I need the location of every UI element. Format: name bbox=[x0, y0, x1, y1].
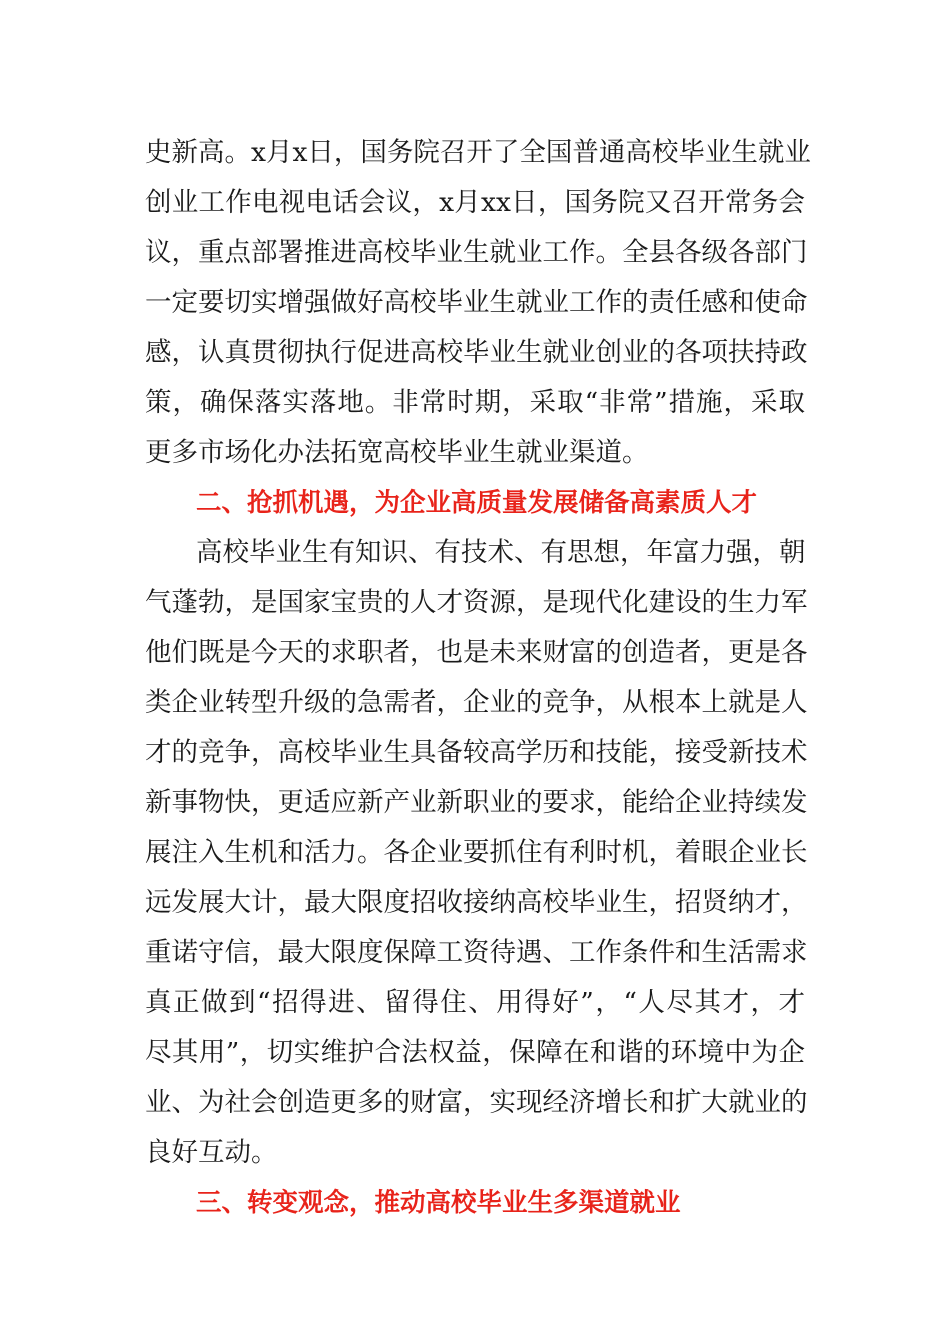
paragraph-line: 新事物快，更适应新产业新职业的要求，能给企业持续发 bbox=[145, 787, 808, 818]
paragraph-line: 他们既是今天的求职者，也是未来财富的创造者，更是各 bbox=[145, 637, 808, 668]
paragraph-line: 史新高。x月x日，国务院召开了全国普通高校毕业生就业 bbox=[145, 137, 811, 168]
paragraph-line: 业、为社会创造更多的财富，实现经济增长和扩大就业的 bbox=[145, 1087, 808, 1118]
paragraph-line: 重诺守信，最大限度保障工资待遇、工作条件和生活需求 bbox=[145, 937, 808, 968]
paragraph-first-line: 高校毕业生有知识、有技术、有思想，年富力强，朝 bbox=[196, 537, 806, 568]
paragraph-line: 策，确保落实落地。非常时期，采取“非常”措施，采取 bbox=[145, 387, 805, 418]
section-heading-2: 二、抢抓机遇，为企业高质量发展储备高素质人才 bbox=[196, 488, 758, 518]
paragraph-line: 真正做到“招得进、留得住、用得好”，“人尽其才，才 bbox=[145, 987, 805, 1018]
paragraph-line: 气蓬勃，是国家宝贵的人才资源，是现代化建设的生力军 bbox=[145, 587, 808, 618]
paragraph-line: 创业工作电视电话会议，x月xx日，国务院又召开常务会 bbox=[145, 187, 805, 218]
paragraph-line-last: 良好互动。 bbox=[145, 1137, 278, 1168]
paragraph-line: 尽其用”，切实维护合法权益，保障在和谐的环境中为企 bbox=[145, 1037, 805, 1068]
paragraph-line-last: 更多市场化办法拓宽高校毕业生就业渠道。 bbox=[145, 437, 649, 468]
paragraph-line: 远发展大计，最大限度招收接纳高校毕业生，招贤纳才， bbox=[145, 887, 808, 918]
section-heading-3: 三、转变观念，推动高校毕业生多渠道就业 bbox=[196, 1188, 681, 1218]
paragraph-line: 议，重点部署推进高校毕业生就业工作。全县各级各部门 bbox=[145, 237, 808, 268]
paragraph-line: 一定要切实增强做好高校毕业生就业工作的责任感和使命 bbox=[145, 287, 808, 318]
paragraph-line: 感，认真贯彻执行促进高校毕业生就业创业的各项扶持政 bbox=[145, 337, 808, 368]
paragraph-line: 类企业转型升级的急需者，企业的竞争，从根本上就是人 bbox=[145, 687, 808, 718]
paragraph-line: 展注入生机和活力。各企业要抓住有利时机，着眼企业长 bbox=[145, 837, 808, 868]
paragraph-line: 才的竞争，高校毕业生具备较高学历和技能，接受新技术 bbox=[145, 737, 808, 768]
